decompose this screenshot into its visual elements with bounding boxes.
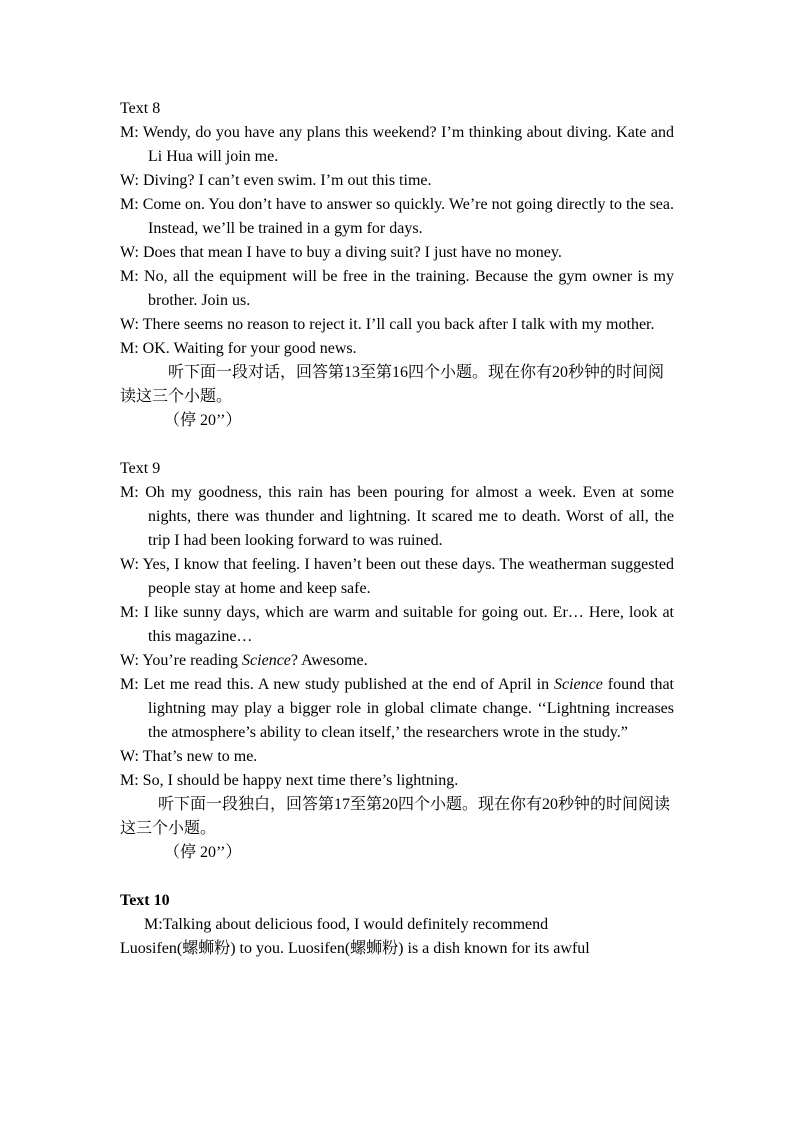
dialogue-line-text: M: Come on. You don’t have to answer so quickly. We’re not going directly to the sea. Instead, we’ll be trained in a gym for days. — [120, 196, 674, 237]
document-page — [120, 97, 674, 961]
line-suffix: ? Awesome. — [290, 652, 368, 669]
dialogue-line — [120, 649, 674, 673]
dialogue-line — [120, 169, 674, 193]
dialogue-line-text: M: Oh my goodness, this rain has been pouring for almost a week. Even at some nights, there was thunder and lightning. It scared me to death. Worst of all, the trip I had been looking forward to was ruined. — [120, 484, 674, 549]
text-9-dialogue — [120, 481, 674, 793]
pause-note: （停 20’’） — [164, 844, 242, 861]
line-prefix: W: You’re reading — [120, 652, 243, 669]
dialogue-line-text — [120, 649, 674, 673]
dialogue-line-text: M: OK. Waiting for your good news. — [120, 340, 357, 357]
text-9-heading: Text 9 — [120, 460, 161, 477]
dialogue-line-text: M: So, I should be happy next time there’s lightning. — [120, 772, 459, 789]
dialogue-line — [120, 673, 674, 745]
magazine-title: Science — [554, 676, 603, 693]
dialogue-line-text: W: Does that mean I have to buy a diving suit? I just have no money. — [120, 244, 562, 261]
dialogue-line-text: W: That’s new to me. — [120, 748, 258, 765]
line-prefix: M: Let me read this. A new study published at the end of April in — [120, 676, 554, 693]
dialogue-line-text: M: Wendy, do you have any plans this weekend? I’m thinking about diving. Kate and Li Hua will join me. — [120, 124, 674, 165]
listening-instruction: 听下面一段对话，回答第13至第16四个小题。现在你有20秒钟的时间阅读这三个小题。 — [120, 364, 665, 405]
dialogue-line — [120, 241, 674, 265]
dialogue-line — [120, 481, 674, 553]
pause-note: （停 20’’） — [164, 412, 242, 429]
dialogue-line — [120, 601, 674, 649]
magazine-title: Science — [242, 652, 291, 669]
dialogue-line-text — [120, 673, 674, 745]
monologue-line: Luosifen(螺蛳粉) to you. Luosifen(螺蛳粉) is a dish known for its awful — [120, 940, 590, 957]
line-suffix: found that lightning may play a bigger role in global climate change. ‘‘Lightning increases the atmosphere’s ability to clean itself,’ the researchers wrote in the study.” — [148, 676, 674, 741]
dialogue-line — [120, 121, 674, 169]
dialogue-line-text: W: Diving? I can’t even swim. I’m out this time. — [120, 172, 432, 189]
listening-instruction: 听下面一段独白，回答第17至第20四个小题。现在你有20秒钟的时间阅读这三个小题。 — [120, 796, 671, 837]
dialogue-line — [120, 769, 674, 793]
dialogue-line-text: M: No, all the equipment will be free in the training. Because the gym owner is my brother. Join us. — [120, 268, 674, 309]
dialogue-line — [120, 337, 674, 361]
spacer — [120, 433, 674, 457]
monologue-line: M:Talking about delicious food, I would definitely recommend — [144, 916, 549, 933]
dialogue-line-text: W: Yes, I know that feeling. I haven’t been out these days. The weatherman suggested people stay at home and keep safe. — [120, 556, 674, 597]
dialogue-line — [120, 745, 674, 769]
dialogue-line-text: M: I like sunny days, which are warm and suitable for going out. Er… Here, look at this magazine… — [120, 604, 674, 645]
dialogue-line — [120, 265, 674, 313]
dialogue-line-text: W: There seems no reason to reject it. I’ll call you back after I talk with my mother. — [120, 316, 655, 333]
text-10-heading: Text 10 — [120, 892, 170, 909]
dialogue-line — [120, 553, 674, 601]
text-8-dialogue — [120, 121, 674, 361]
dialogue-line — [120, 193, 674, 241]
spacer — [120, 865, 674, 889]
text-8-heading: Text 8 — [120, 100, 161, 117]
dialogue-line — [120, 313, 674, 337]
